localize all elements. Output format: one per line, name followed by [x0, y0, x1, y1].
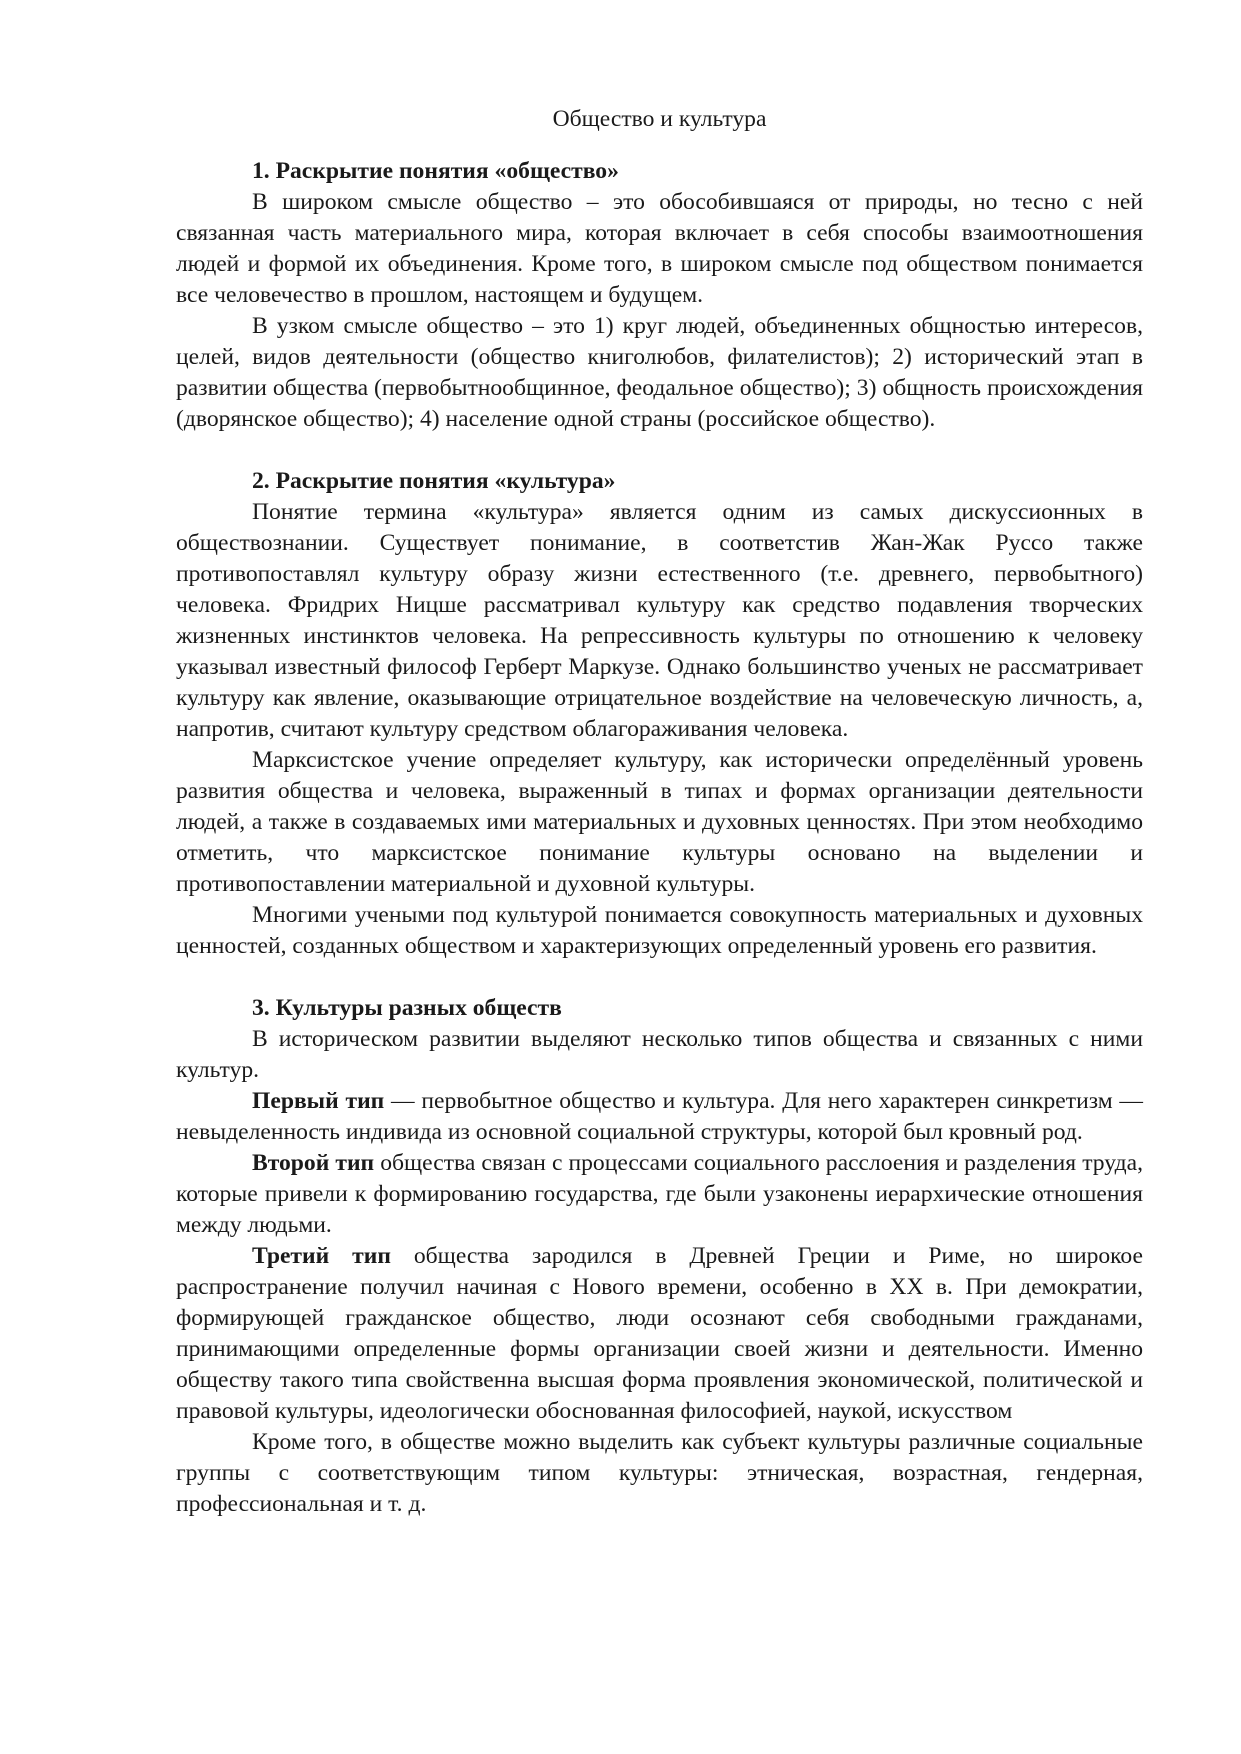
second-type-text: общества связан с процессами социального расслоения и разделения труда, которые привели к формированию государства, где были узаконены иерархические отношения между людьми.	[176, 1150, 1143, 1238]
second-type-term: Второй тип	[252, 1150, 375, 1176]
section-3-paragraph-4	[176, 1241, 1143, 1427]
third-type-text: общества зародился в Древней Греции и Риме, но широкое распространение получил начиная с Нового времени, особенно в XX в. При демократии, формирующей гражданское общество, люди осознают себя свободными гражданами, принимающими определенные формы организации своей жизни и деятельности. Именно обществу такого типа свойственна высшая форма проявления экономической, политической и правовой культуры, идеологически обоснованная философией, наукой, искусством	[176, 1243, 1143, 1424]
section-gap	[176, 435, 1143, 466]
section-3-paragraph-3	[176, 1148, 1143, 1241]
document-title: Общество и культура	[552, 106, 767, 132]
section-3-paragraph-1: В историческом развитии выделяют несколько типов общества и связанных с ними культур.	[176, 1026, 1143, 1083]
section-2-paragraph-3: Многими учеными под культурой понимается совокупность материальных и духовных ценностей, созданных обществом и характеризующих определенный уровень его развития.	[176, 902, 1143, 959]
first-type-term: Первый тип	[252, 1088, 385, 1114]
third-type-term: Третий тип	[252, 1243, 391, 1269]
section-2-paragraph-2: Марксистское учение определяет культуру, как исторически определённый уровень развития общества и человека, выраженный в типах и формах организации деятельности людей, а также в создаваемых ими материальных и духовных ценностях. При этом необходимо отметить, что марксистское понимание культуры основано на выделении и противопоставлении материальной и духовной культуры.	[176, 747, 1143, 897]
section-gap	[176, 962, 1143, 993]
section-3-paragraph-2	[176, 1086, 1143, 1148]
first-type-text: — первобытное общество и культура. Для него характерен синкретизм — невыделенность индивида из основной социальной структуры, которой был кровный род.	[176, 1088, 1143, 1145]
section-2-paragraph-1: Понятие термина «культура» является одним из самых дискуссионных в обществознании. Существует понимание, в соответстив Жан-Жак Руссо также противопоставлял культуру образу жизни естественного (т.е. древнего, первобытного) человека. Фридрих Ницше рассматривал культуру как средство подавления творческих жизненных инстинктов человека. На репрессивность культуры по отношению к человеку указывал известный философ Герберт Маркузе. Однако большинство ученых не рассматривает культуру как явление, оказывающие отрицательное воздействие на человеческую личность, а, напротив, считают культуру средством облагораживания человека.	[176, 499, 1143, 742]
section-2-heading: 2. Раскрытие понятия «культура»	[252, 468, 616, 494]
section-3-paragraph-5: Кроме того, в обществе можно выделить как субъект культуры различные социальные группы с соответствующим типом культуры: этническая, возрастная, гендерная, профессиональная и т. д.	[176, 1429, 1143, 1517]
section-1-paragraph-1: В широком смысле общество – это обособившаяся от природы, но тесно с ней связанная часть материального мира, которая включает в себя способы взаимоотношения людей и формой их объединения. Кроме того, в широком смысле под обществом понимается все человечество в прошлом, настоящем и будущем.	[176, 189, 1143, 308]
section-3-heading: 3. Культуры разных обществ	[252, 995, 562, 1021]
section-1-heading: 1. Раскрытие понятия «общество»	[252, 158, 619, 184]
section-1-paragraph-2: В узком смысле общество – это 1) круг людей, объединенных общностью интересов, целей, видов деятельности (общество книголюбов, филателистов); 2) исторический этап в развитии общества (первобытнообщинное, феодальное общество); 3) общность происхождения (дворянское общество); 4) население одной страны (российское общество).	[176, 313, 1143, 432]
document-page	[176, 104, 1143, 1520]
